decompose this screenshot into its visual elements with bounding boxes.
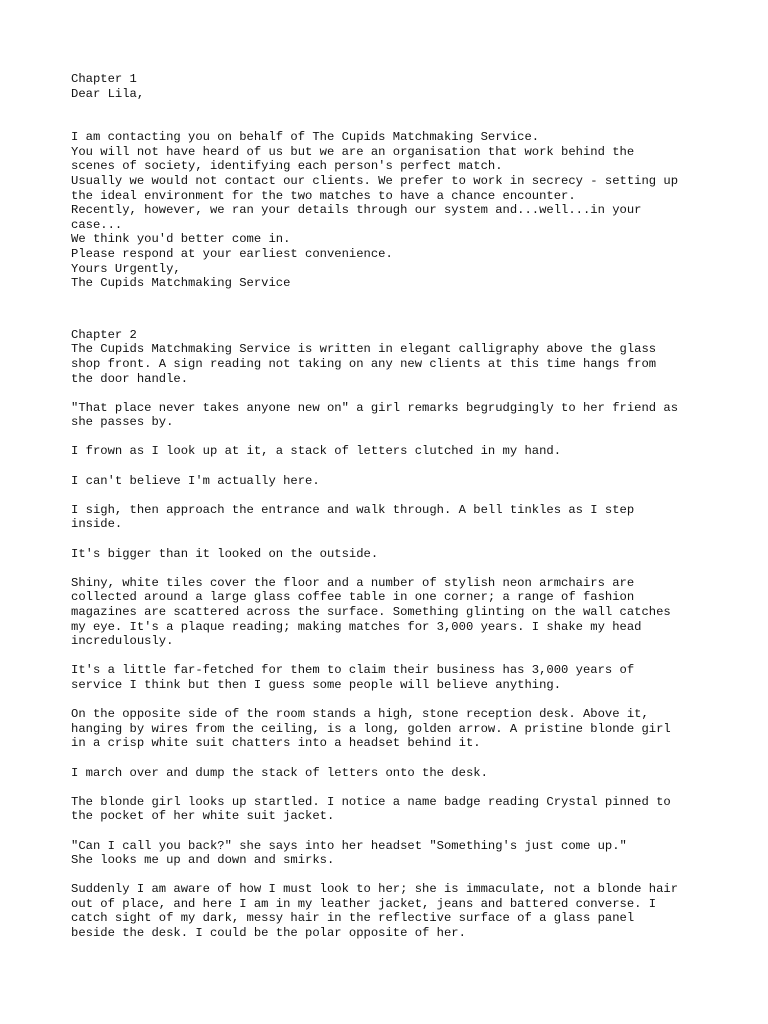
paragraph-line: I sigh, then approach the entrance and walk through. A bell tinkles as I step [71,502,635,517]
paragraph-line: beside the desk. I could be the polar opposite of her. [71,926,466,941]
paragraph [71,839,721,868]
paragraph [71,401,721,430]
paragraph-line: It's bigger than it looked on the outside. [71,546,379,561]
paragraph-line: out of place, and here I am in my leather jacket, jeans and battered converse. I [71,896,657,911]
paragraph [71,576,721,649]
paragraph-line: collected around a large glass coffee table in one corner; a range of fashion [71,590,635,605]
letter-line: case... [71,217,123,232]
paragraph-line: The Cupids Matchmaking Service is written in elegant calligraphy above the glass [71,342,657,357]
paragraph-line: On the opposite side of the room stands a high, stone reception desk. Above it, [71,707,649,722]
paragraph [71,444,721,459]
paragraph-line: service I think but then I guess some people will believe anything. [71,677,562,692]
chapter-1 [71,72,721,291]
paragraph [71,707,721,751]
paragraph-line: I march over and dump the stack of letters onto the desk. [71,765,488,780]
paragraph [71,342,721,386]
paragraph-line: "Can I call you back?" she says into her headset "Something's just come up." [71,838,627,853]
letter-line: scenes of society, identifying each person's perfect match. [71,159,503,174]
paragraph-line: catch sight of my dark, messy hair in the reflective surface of a glass panel [71,911,635,926]
paragraph-line: I frown as I look up at it, a stack of letters clutched in my hand. [71,444,562,459]
paragraph-line: she passes by. [71,415,174,430]
paragraph-line: in a crisp white suit chatters into a headset behind it. [71,736,481,751]
letter-line: Please respond at your earliest convenience. [71,246,393,261]
paragraph-line: hanging by wires from the ceiling, is a long, golden arrow. A pristine blonde girl [71,721,671,736]
paragraph-line: magazines are scattered across the surface. Something glinting on the wall catches [71,605,671,619]
paragraph-line: I can't believe I'm actually here. [71,473,320,488]
letter-body [71,130,721,291]
chapter-2 [71,328,721,941]
chapter-2-heading: Chapter 2 [71,327,137,342]
letter-line: I am contacting you on behalf of The Cupids Matchmaking Service. [71,130,540,145]
paragraph [71,474,721,489]
paragraph-line: She looks me up and down and smirks. [71,853,335,868]
document-page [71,72,721,941]
letter-line: Yours Urgently, [71,261,181,276]
paragraph [71,503,721,532]
paragraph [71,663,721,692]
paragraph-line: Shiny, white tiles cover the floor and a number of stylish neon armchairs are [71,575,635,590]
chapter-1-heading: Chapter 1 [71,72,137,86]
letter-line: Recently, however, we ran your details through our system and...well...in your [71,203,642,218]
paragraph-line: the door handle. [71,371,189,386]
paragraph [71,795,721,824]
letter-line: You will not have heard of us but we are an organisation that work behind the [71,144,635,159]
paragraph-line: incredulously. [71,634,174,649]
letter-line: Usually we would not contact our clients. We prefer to work in secrecy - setting up [71,173,679,188]
letter-salutation: Dear Lila, [71,86,145,101]
paragraph-line: inside. [71,517,123,532]
paragraph-line: The blonde girl looks up startled. I notice a name badge reading Crystal pinned to [71,794,671,809]
paragraph [71,882,721,940]
letter-line: the ideal environment for the two matches to have a chance encounter. [71,188,576,203]
letter-line: We think you'd better come in. [71,232,291,247]
letter-line: The Cupids Matchmaking Service [71,276,291,291]
paragraph-line: Suddenly I am aware of how I must look to her; she is immaculate, not a blonde hair [71,882,679,897]
paragraph [71,547,721,562]
paragraph-line: the pocket of her white suit jacket. [71,809,335,824]
paragraph-line: shop front. A sign reading not taking on any new clients at this time hangs from [71,356,657,371]
paragraph-line: my eye. It's a plaque reading; making matches for 3,000 years. I shake my head [71,619,642,634]
paragraph [71,766,721,781]
paragraph-line: It's a little far-fetched for them to claim their business has 3,000 years of [71,663,635,678]
paragraph-line: "That place never takes anyone new on" a girl remarks begrudgingly to her friend as [71,400,679,415]
